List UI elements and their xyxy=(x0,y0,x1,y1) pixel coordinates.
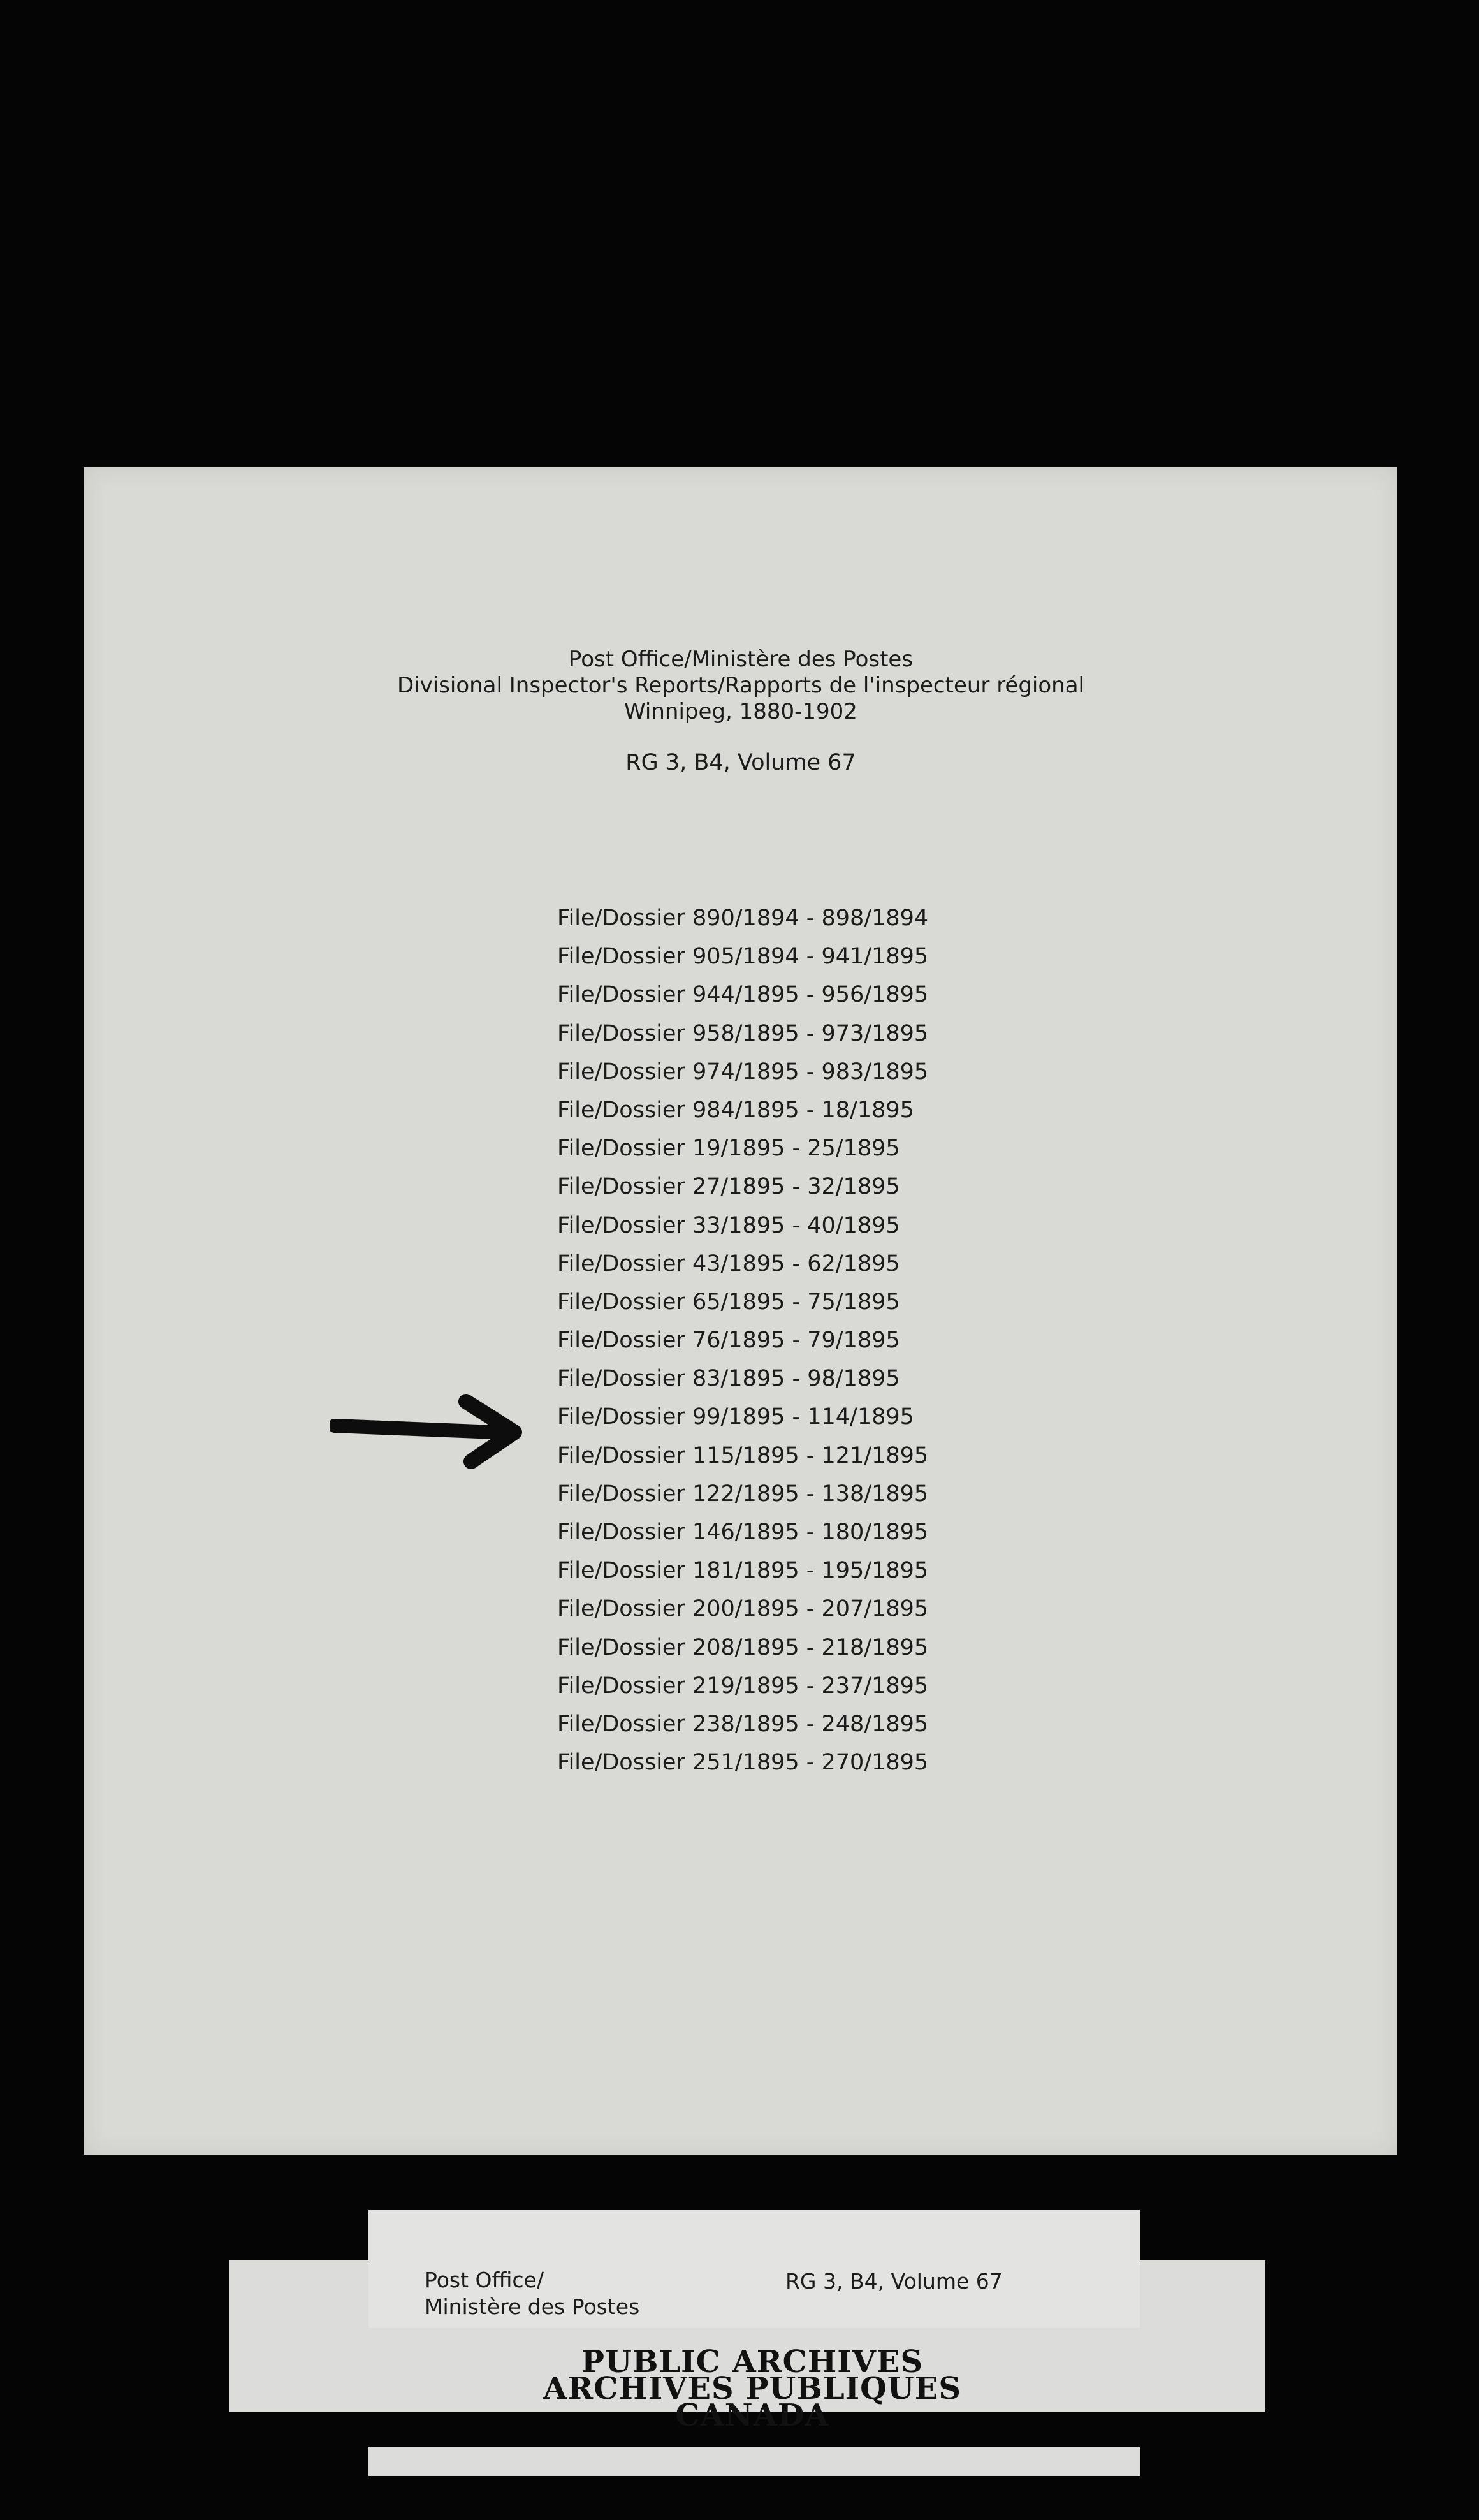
file-item: File/Dossier 890/1894 - 898/1894 xyxy=(557,905,929,931)
file-item: File/Dossier 974/1895 - 983/1895 xyxy=(557,1059,929,1085)
label-volume: RG 3, B4, Volume 67 xyxy=(785,2269,1003,2294)
file-item: File/Dossier 200/1895 - 207/1895 xyxy=(557,1596,929,1622)
document-header xyxy=(84,647,1397,725)
label-ministry xyxy=(425,2267,639,2320)
file-list xyxy=(557,899,928,1782)
pointer-arrow-icon xyxy=(330,1393,559,1469)
file-item: File/Dossier 43/1895 - 62/1895 xyxy=(557,1250,900,1277)
stamp-line1: PUBLIC ARCHIVES xyxy=(581,2344,924,2380)
label-ministry-line1: Post Office/ xyxy=(425,2267,544,2292)
stamp-line2: ARCHIVES PUBLIQUES xyxy=(543,2371,961,2406)
file-item: File/Dossier 984/1895 - 18/1895 xyxy=(557,1097,914,1123)
file-item: File/Dossier 76/1895 - 79/1895 xyxy=(557,1328,900,1354)
file-item: File/Dossier 251/1895 - 270/1895 xyxy=(557,1750,929,1776)
file-item: File/Dossier 944/1895 - 956/1895 xyxy=(557,982,929,1008)
header-line-series: Divisional Inspector's Reports/Rapports de l'inspecteur régional xyxy=(397,673,1085,698)
file-item: File/Dossier 19/1895 - 25/1895 xyxy=(557,1136,900,1162)
file-item: File/Dossier 65/1895 - 75/1895 xyxy=(557,1289,900,1315)
file-item: File/Dossier 208/1895 - 218/1895 xyxy=(557,1634,929,1660)
file-item: File/Dossier 219/1895 - 237/1895 xyxy=(557,1673,929,1699)
document-page xyxy=(84,467,1397,2155)
file-item: File/Dossier 27/1895 - 32/1895 xyxy=(557,1174,900,1200)
archives-stamp xyxy=(523,2344,982,2433)
file-item: File/Dossier 122/1895 - 138/1895 xyxy=(557,1481,929,1507)
volume-reference: RG 3, B4, Volume 67 xyxy=(625,750,856,775)
file-item: File/Dossier 115/1895 - 121/1895 xyxy=(557,1442,929,1469)
header-line-ministry: Post Office/Ministère des Postes xyxy=(568,647,914,672)
file-item: File/Dossier 146/1895 - 180/1895 xyxy=(557,1520,929,1545)
file-item-highlighted: File/Dossier 99/1895 - 114/1895 xyxy=(557,1404,914,1430)
file-item: File/Dossier 905/1894 - 941/1895 xyxy=(557,944,929,970)
file-item: File/Dossier 958/1895 - 973/1895 xyxy=(557,1020,929,1046)
file-item: File/Dossier 181/1895 - 195/1895 xyxy=(557,1558,929,1584)
label-ministry-line2: Ministère des Postes xyxy=(425,2294,640,2319)
file-item: File/Dossier 83/1895 - 98/1895 xyxy=(557,1366,900,1392)
file-item: File/Dossier 238/1895 - 248/1895 xyxy=(557,1711,929,1737)
header-line-place-dates: Winnipeg, 1880-1902 xyxy=(624,699,857,724)
reference-label-card-bottom xyxy=(368,2447,1140,2476)
stamp-line3: CANADA xyxy=(675,2398,829,2433)
file-item: File/Dossier 33/1895 - 40/1895 xyxy=(557,1212,900,1238)
